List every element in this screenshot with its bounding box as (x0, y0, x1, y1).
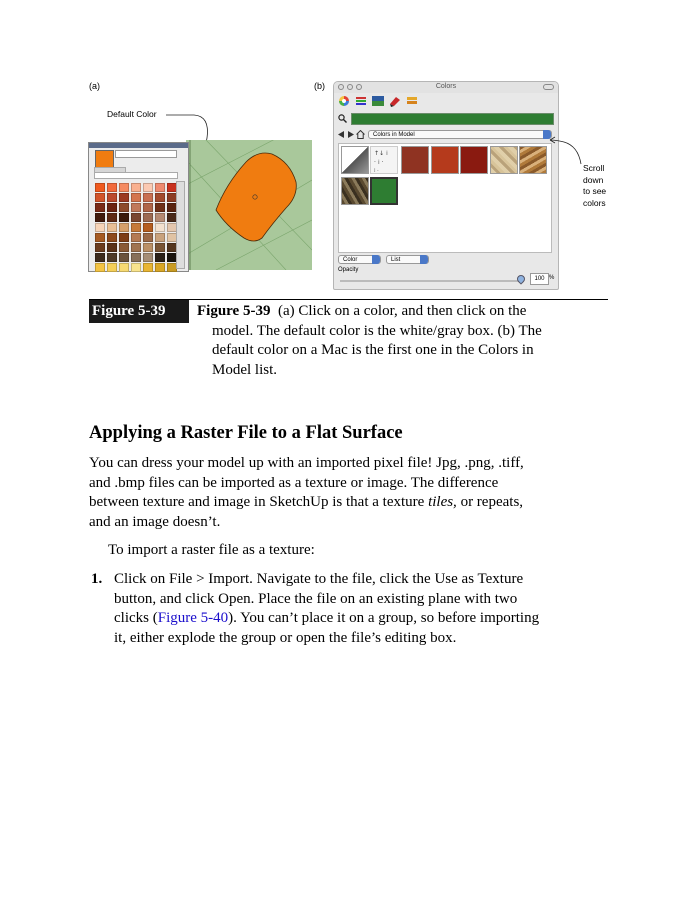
material-swatch[interactable] (95, 203, 105, 212)
material-swatch[interactable] (131, 193, 141, 202)
step-line-2: button, and click Open. Place the file on an existing plane with two (114, 590, 518, 607)
paragraph-line-1: You can dress your model up with an imported pixel file! Jpg, .png, .tiff, (89, 455, 524, 471)
material-swatch[interactable] (119, 243, 129, 252)
material-swatch[interactable] (131, 263, 141, 272)
paragraph-line-2: and .bmp files can be imported as a texture or image. The difference (89, 474, 499, 491)
material-swatch[interactable] (119, 233, 129, 242)
crayons-icon[interactable] (389, 94, 401, 106)
material-swatch[interactable] (95, 233, 105, 242)
material-swatch[interactable] (155, 193, 165, 202)
material-swatch[interactable] (155, 213, 165, 222)
material-swatch[interactable] (119, 223, 129, 232)
palette-nav-row (338, 130, 554, 140)
color-wheel-icon[interactable] (338, 94, 350, 106)
material-swatch[interactable] (155, 233, 165, 242)
paragraph-line-3 (89, 493, 614, 513)
intro-sentence: To import a raster file as a texture: (108, 542, 315, 558)
callout-scroll-line-1: Scroll (583, 163, 605, 173)
opacity-unit: % (549, 275, 555, 281)
panel-a-label: (a) (89, 81, 100, 91)
material-swatch[interactable] (155, 183, 165, 192)
step-line-3-pre: clicks ( (114, 610, 158, 626)
callout-scroll-line-2: down (583, 174, 604, 185)
mac-colors-window (333, 81, 559, 290)
callout-arrow-b (548, 136, 584, 166)
tiles-emphasis: tiles, (428, 494, 457, 510)
opacity-value-field[interactable]: 100 (530, 273, 549, 285)
material-swatch[interactable] (143, 243, 153, 252)
material-tile-8[interactable] (341, 177, 369, 205)
color-mode-arrow-icon (372, 255, 380, 264)
color-sliders-icon[interactable] (355, 94, 367, 106)
materials-titlebar (89, 143, 188, 148)
material-tile-4[interactable] (431, 146, 459, 174)
callout-default-color: Default Color (107, 109, 157, 119)
opacity-slider-track[interactable] (340, 280, 520, 282)
colors-in-model-dropdown[interactable] (368, 130, 552, 139)
color-mode-select[interactable] (338, 255, 381, 264)
callout-scroll-line-3: to see (583, 186, 607, 196)
material-swatch[interactable] (143, 193, 153, 202)
step-line-3-post: ). You can’t place it on a group, so before importing (228, 610, 540, 626)
material-swatch[interactable] (95, 213, 105, 222)
material-swatch[interactable] (119, 253, 129, 262)
material-tile-selected[interactable] (370, 177, 398, 205)
material-swatch[interactable] (143, 183, 153, 192)
step-line-4: it, either explode the group or open the file’s editing box. (114, 629, 457, 646)
material-swatch[interactable] (107, 213, 117, 222)
material-swatch[interactable] (155, 223, 165, 232)
svg-text:· ⁞ ·: · ⁞ · (374, 159, 384, 166)
svg-text:↑↓ ⁞: ↑↓ ⁞ (374, 150, 388, 157)
material-swatch[interactable] (119, 183, 129, 192)
svg-text:⁞ ·: ⁞ · (374, 168, 379, 173)
material-swatch[interactable] (143, 203, 153, 212)
figure-caption (197, 302, 612, 380)
material-swatch[interactable] (95, 263, 105, 272)
panel-b-label: (b) (314, 81, 325, 91)
orange-shape (216, 153, 296, 241)
toolbar-toggle-button[interactable] (543, 84, 554, 90)
step-line-3 (89, 609, 614, 629)
numbered-step (89, 570, 614, 648)
default-color-tile[interactable] (341, 146, 369, 174)
material-swatch[interactable] (107, 233, 117, 242)
material-swatch[interactable] (143, 253, 153, 262)
material-swatch[interactable] (107, 193, 117, 202)
material-swatch[interactable] (95, 223, 105, 232)
step-number: 1. (91, 571, 103, 587)
step-line-1: Click on File > Import. Navigate to the file, click the Use as Texture (114, 571, 524, 587)
material-swatch[interactable] (143, 213, 153, 222)
paragraph-line-3-text: between texture and image in SketchUp is that a texture (89, 494, 429, 510)
material-swatch[interactable] (143, 233, 153, 242)
material-swatch[interactable] (131, 223, 141, 232)
list-mode-arrow-icon (420, 255, 428, 264)
color-mode-toolbar (338, 94, 418, 109)
caption-line-2: model. The default color is the white/gray box. (b) The (212, 322, 542, 339)
material-swatch[interactable] (155, 203, 165, 212)
callout-scroll (583, 163, 606, 209)
viewport-drawing (186, 140, 312, 270)
image-palettes-icon[interactable] (372, 94, 384, 106)
material-name-field[interactable] (115, 150, 177, 158)
paragraph-line-4: and an image doesn’t. (89, 513, 221, 530)
list-mode-select[interactable] (386, 255, 429, 264)
material-tile-6[interactable] (490, 146, 518, 174)
material-swatch[interactable] (155, 243, 165, 252)
figure-5-40-link[interactable]: Figure 5-40 (157, 610, 229, 626)
material-swatch[interactable] (131, 183, 141, 192)
color-search-row (338, 112, 554, 124)
callout-scroll-line-4: colors (583, 197, 606, 208)
material-swatch[interactable] (95, 193, 105, 202)
opacity-label: Opacity (338, 267, 359, 273)
material-swatch[interactable] (107, 183, 117, 192)
material-swatch[interactable] (107, 243, 117, 252)
caption-line-1: (a) Click on a color, and then click on the (277, 303, 527, 319)
material-swatch[interactable] (95, 243, 105, 252)
caption-label: Figure 5-39 (197, 303, 271, 319)
material-tile-2[interactable] (370, 146, 398, 174)
materials-scrollbar[interactable] (176, 181, 185, 269)
list-mode-label: List (391, 257, 401, 263)
window-title: Colors (435, 83, 457, 90)
opacity-slider-knob[interactable] (515, 273, 526, 284)
colors-in-model-list (338, 143, 552, 253)
material-swatch[interactable] (107, 253, 117, 262)
material-swatch[interactable] (119, 203, 129, 212)
caption-line-4: Model list. (212, 361, 278, 378)
material-swatch[interactable] (131, 203, 141, 212)
material-swatch[interactable] (119, 193, 129, 202)
materials-browser (88, 142, 189, 272)
figure-tag: Figure 5-39 (89, 300, 189, 323)
forward-arrow-icon[interactable] (347, 131, 354, 138)
material-swatch[interactable] (155, 263, 165, 272)
material-swatch[interactable] (155, 253, 165, 262)
material-swatch[interactable] (143, 223, 153, 232)
material-tile-5[interactable] (460, 146, 488, 174)
material-swatch[interactable] (107, 263, 117, 272)
body-paragraph (89, 454, 614, 532)
material-swatch[interactable] (131, 243, 141, 252)
magnifier-icon[interactable] (338, 114, 347, 123)
color-mode-label: Color (343, 257, 358, 263)
material-tile-3[interactable] (401, 146, 429, 174)
material-swatch[interactable] (119, 213, 129, 222)
material-swatch[interactable] (131, 213, 141, 222)
materials-collection-select[interactable] (94, 172, 178, 179)
back-arrow-icon[interactable] (338, 131, 345, 138)
materials-swatch-grid (95, 183, 175, 272)
home-icon[interactable] (356, 130, 365, 139)
pencils-icon[interactable] (406, 94, 418, 106)
material-swatch[interactable] (119, 263, 129, 272)
material-swatch[interactable] (95, 183, 105, 192)
material-swatch[interactable] (143, 263, 153, 272)
paragraph-line-3-tail: or repeats, (456, 494, 524, 510)
dropdown-label: Colors in Model (373, 132, 415, 138)
material-swatch[interactable] (95, 253, 105, 262)
material-swatch[interactable] (131, 233, 141, 242)
current-color-well[interactable] (351, 113, 554, 125)
sketchup-viewport[interactable] (186, 140, 312, 270)
caption-line-3: default color on a Mac is the first one in the Colors in (212, 342, 534, 358)
material-swatch[interactable] (131, 253, 141, 262)
section-heading: Applying a Raster File to a Flat Surface (89, 423, 403, 443)
material-tile-7[interactable] (519, 146, 547, 174)
material-swatch[interactable] (107, 223, 117, 232)
material-swatch[interactable] (107, 203, 117, 212)
